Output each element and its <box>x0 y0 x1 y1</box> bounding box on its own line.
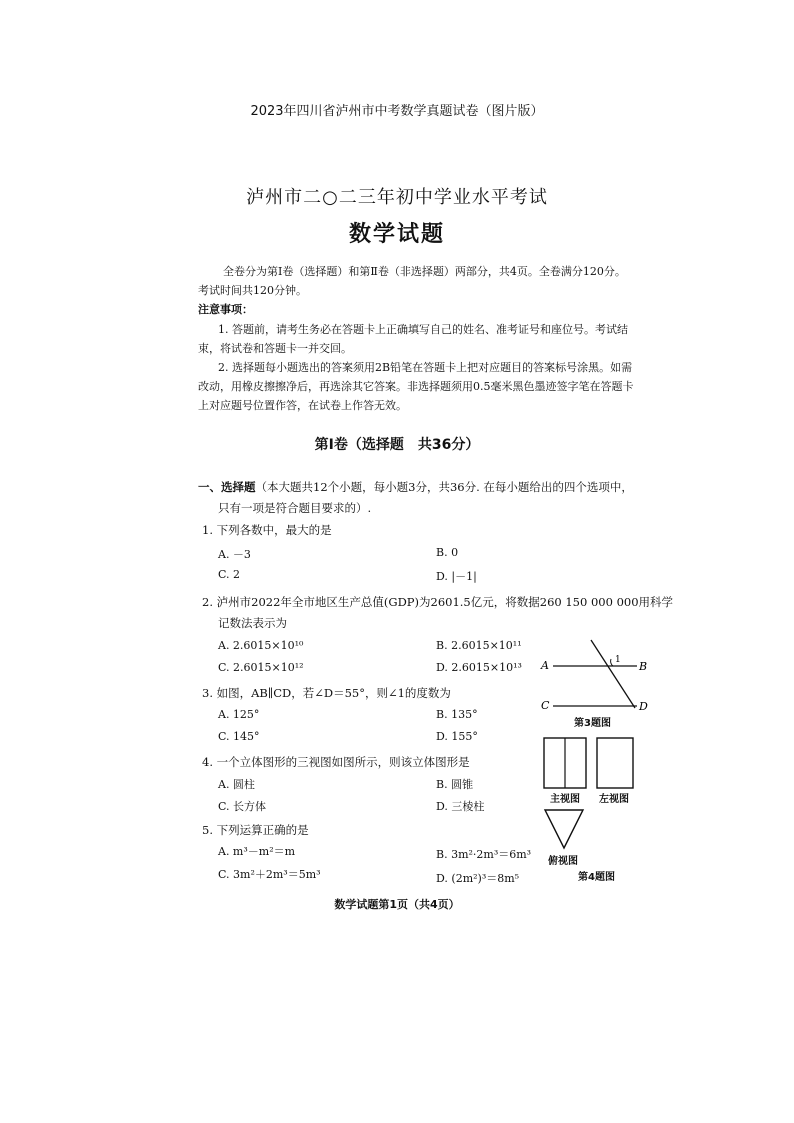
question-1-stem: 1. 下列各数中，最大的是 <box>202 523 332 537</box>
figure-4-caption: 第4题图 <box>578 872 615 883</box>
part-heading: 一、选择题 <box>198 480 256 494</box>
q3-option-c: C. 145° <box>218 730 260 743</box>
top-view-label: 俯视图 <box>548 856 578 867</box>
q5-option-c: C. 3m²＋2m³＝5m³ <box>218 868 321 881</box>
q1-option-d: D. |－1| <box>436 570 477 583</box>
note-line-4: 改动，用橡皮擦擦净后，再选涂其它答案。非选择题须用0.5毫米黑色墨迹签字笔在答题卡 <box>198 380 634 393</box>
part-desc-2: 只有一项是符合题目要求的）. <box>218 501 372 515</box>
note-line-1: 1. 答题前，请考生务必在答题卡上正确填写自己的姓名、准考证号和座位号。考试结 <box>218 323 628 336</box>
q4-option-d: D. 三棱柱 <box>436 800 485 813</box>
section-title: 第Ⅰ卷（选择题 共36分） <box>314 437 480 453</box>
q1-option-b: B. 0 <box>436 546 459 559</box>
q2-option-c: C. 2.6015×10¹² <box>218 661 304 674</box>
q5-option-d: D. (2m²)³＝8m⁵ <box>436 872 520 885</box>
question-2-stem: 2. 泸州市2022年全市地区生产总值(GDP)为2601.5亿元，将数据260 150 000 000用科学 <box>202 595 674 609</box>
left-view-label: 左视图 <box>599 794 629 805</box>
subject-title: 数学试题 <box>348 222 445 247</box>
q5-option-a: A. m³－m²＝m <box>218 845 296 858</box>
question-4-stem: 4. 一个立体图形的三视图如图所示，则该立体图形是 <box>202 755 470 769</box>
exam-title: 泸州市二○二三年初中学业水平考试 <box>246 187 548 208</box>
note-line-3: 2. 选择题每小题选出的答案须用2B铅笔在答题卡上把对应题目的答案标号涂黑。如需 <box>218 361 633 374</box>
note-line-5: 上对应题号位置作答，在试卷上作答无效。 <box>198 399 407 412</box>
label-angle-1: 1 <box>615 655 621 665</box>
question-3-stem: 3. 如图，AB∥CD，若∠D＝55°，则∠1的度数为 <box>202 686 451 700</box>
q5-option-b: B. 3m²·2m³＝6m³ <box>436 848 532 861</box>
part-heading-line <box>198 479 633 495</box>
q2-option-d: D. 2.6015×10¹³ <box>436 661 522 674</box>
front-view-label: 主视图 <box>550 794 580 805</box>
q4-option-b: B. 圆锥 <box>436 778 474 791</box>
q2-option-b: B. 2.6015×10¹¹ <box>436 639 522 652</box>
figure-3-caption: 第3题图 <box>574 718 611 729</box>
page-footer: 数学试题第1页（共4页） <box>334 898 460 911</box>
transversal-line <box>591 640 635 708</box>
intro-line-2: 考试时间共120分钟。 <box>198 284 307 297</box>
q1-option-c: C. 2 <box>218 568 241 581</box>
q1-option-a: A. －3 <box>218 548 251 561</box>
notes-heading: 注意事项： <box>198 303 253 316</box>
label-b: B <box>639 660 648 673</box>
q2-option-a: A. 2.6015×10¹⁰ <box>218 639 304 652</box>
q3-option-a: A. 125° <box>218 708 260 721</box>
part-desc: （本大题共12个小题，每小题3分，共36分. 在每小题给出的四个选项中， <box>255 480 633 494</box>
document-title: 2023年四川省泸州市中考数学真题试卷（图片版） <box>250 104 544 119</box>
label-c: C <box>541 699 550 712</box>
q3-option-d: D. 155° <box>436 730 478 743</box>
top-view-triangle <box>545 810 583 848</box>
intro-line-1: 全卷分为第Ⅰ卷（选择题）和第Ⅱ卷（非选择题）两部分，共4页。全卷满分120分。 <box>223 265 626 278</box>
angle-1-arc <box>611 659 613 666</box>
note-line-2: 束，将试卷和答题卡一并交回。 <box>198 342 352 355</box>
q4-option-a: A. 圆柱 <box>218 778 255 791</box>
question-5-stem: 5. 下列运算正确的是 <box>202 823 309 837</box>
question-2-stem-2: 记数法表示为 <box>218 616 287 630</box>
q3-option-b: B. 135° <box>436 708 478 721</box>
q4-option-c: C. 长方体 <box>218 800 267 813</box>
left-view-rect <box>597 738 633 788</box>
label-a: A <box>541 659 549 672</box>
label-d: D <box>639 700 648 713</box>
